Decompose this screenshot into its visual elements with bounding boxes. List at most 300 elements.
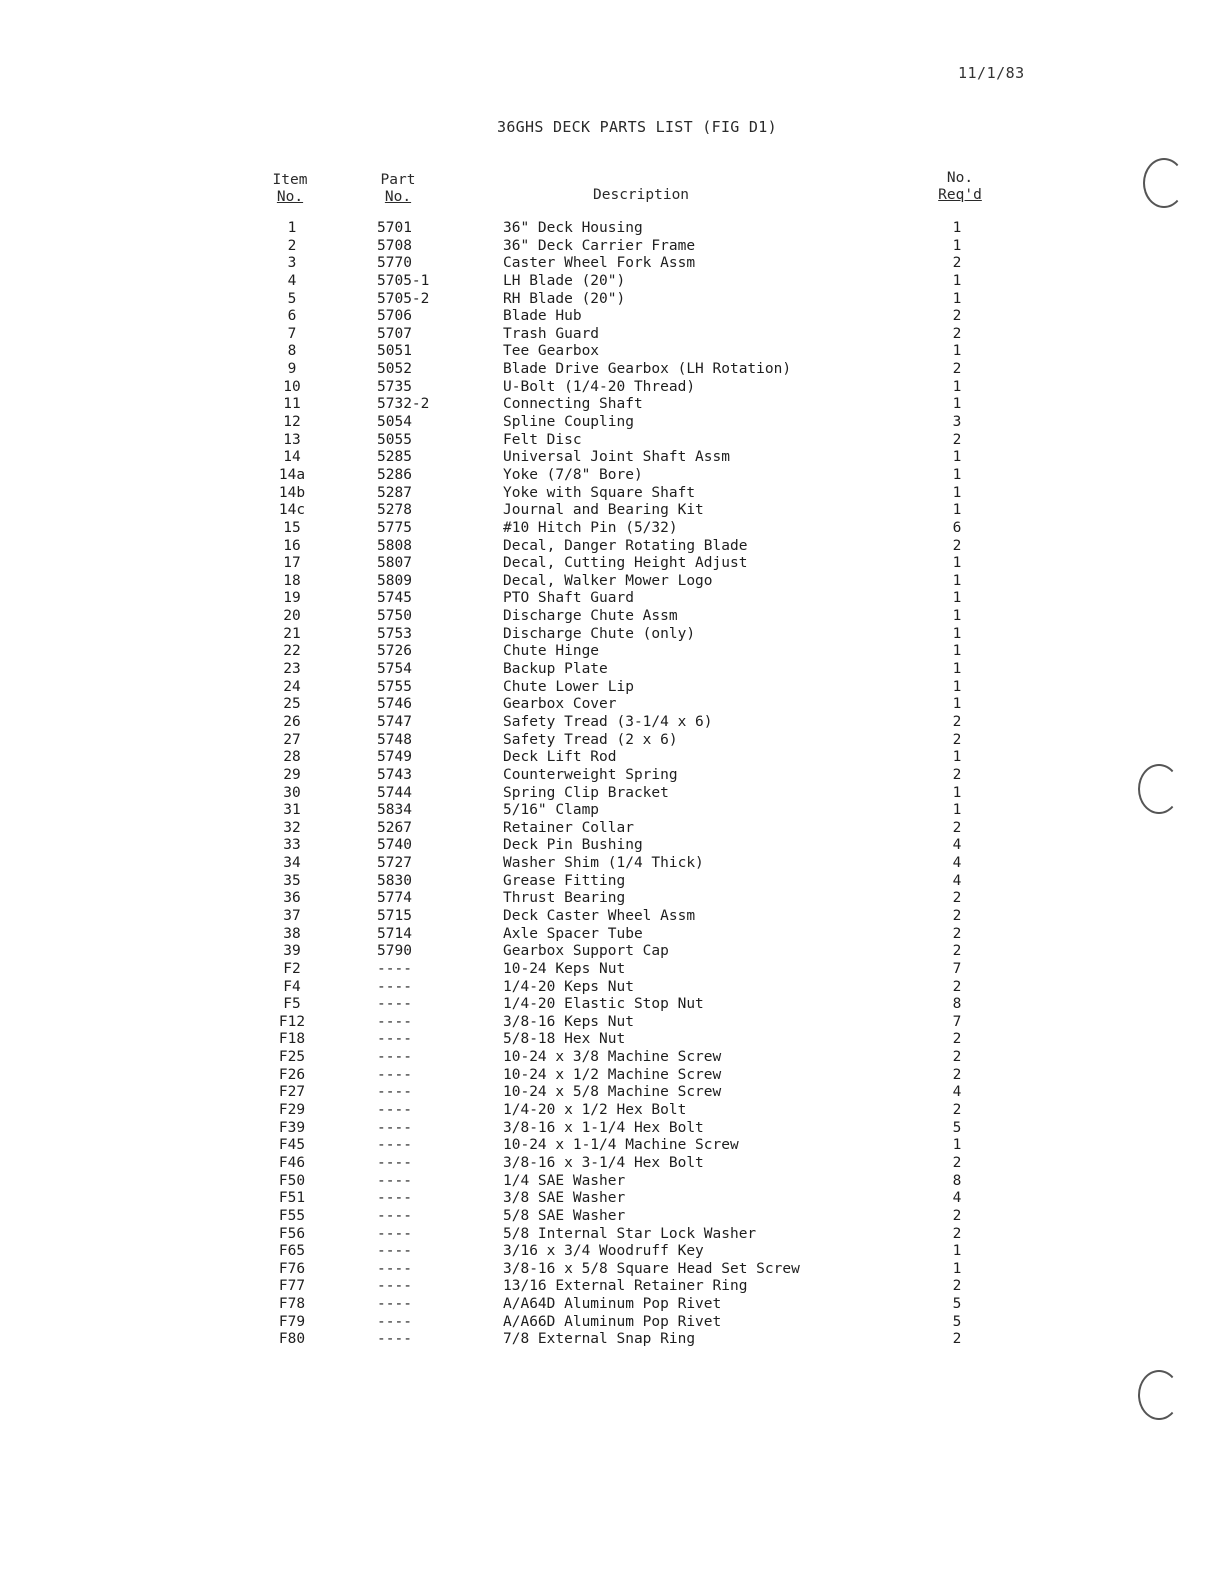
item-no: 1 bbox=[287, 220, 297, 236]
part-no: ---- bbox=[377, 978, 412, 995]
part-no: 5705-2 bbox=[377, 290, 430, 307]
item-no: 29 bbox=[283, 766, 301, 783]
part-no: 5054 bbox=[377, 414, 412, 431]
part-no: 5715 bbox=[377, 907, 412, 924]
table-row bbox=[0, 220, 1224, 238]
item-no: 28 bbox=[283, 749, 301, 766]
part-no: 5707 bbox=[377, 325, 412, 342]
part-no: ---- bbox=[377, 1260, 412, 1277]
table-row bbox=[0, 467, 1224, 485]
description: 3/8-16 x 1-1/4 Hex Bolt bbox=[503, 1119, 704, 1136]
part-no: 5740 bbox=[377, 837, 412, 854]
table-row bbox=[0, 1155, 1224, 1173]
header-item-no bbox=[270, 172, 310, 206]
part-no: 5726 bbox=[377, 643, 412, 660]
table-row bbox=[0, 979, 1224, 997]
item-no: 9 bbox=[287, 361, 297, 378]
part-no: 5287 bbox=[377, 484, 412, 501]
part-no: 5830 bbox=[377, 872, 412, 889]
table-row bbox=[0, 943, 1224, 961]
table-row bbox=[0, 449, 1224, 467]
item-no: 14a bbox=[278, 466, 306, 483]
qty-required: 2 bbox=[952, 713, 962, 730]
description: 3/8-16 x 5/8 Square Head Set Screw bbox=[503, 1260, 800, 1277]
description: 10-24 x 1-1/4 Machine Screw bbox=[503, 1137, 739, 1154]
description: Spline Coupling bbox=[503, 414, 634, 431]
qty-required: 7 bbox=[952, 960, 962, 977]
item-no: F78 bbox=[278, 1296, 306, 1313]
description: 3/8-16 x 3-1/4 Hex Bolt bbox=[503, 1154, 704, 1171]
document-date: 11/1/83 bbox=[958, 64, 1025, 82]
part-no: 5809 bbox=[377, 572, 412, 589]
table-row bbox=[0, 749, 1224, 767]
table-row bbox=[0, 908, 1224, 926]
table-row bbox=[0, 238, 1224, 256]
table-row bbox=[0, 820, 1224, 838]
qty-required: 2 bbox=[952, 325, 962, 342]
description: A/A64D Aluminum Pop Rivet bbox=[503, 1296, 722, 1313]
item-no: F46 bbox=[278, 1154, 306, 1171]
item-no: 2 bbox=[287, 237, 297, 254]
item-no: F29 bbox=[278, 1102, 306, 1119]
description: 7/8 External Snap Ring bbox=[503, 1331, 696, 1348]
part-no: 5744 bbox=[377, 784, 412, 801]
part-no: 5753 bbox=[377, 625, 412, 642]
part-no: 5754 bbox=[377, 661, 412, 678]
table-row bbox=[0, 1226, 1224, 1244]
part-no: ---- bbox=[377, 1102, 412, 1119]
item-no: 8 bbox=[287, 343, 297, 360]
qty-required: 4 bbox=[952, 855, 962, 872]
part-no: ---- bbox=[377, 1296, 412, 1313]
part-no: 5770 bbox=[377, 255, 412, 272]
item-no: 20 bbox=[283, 608, 301, 625]
part-no: ---- bbox=[377, 1207, 412, 1224]
table-row bbox=[0, 1243, 1224, 1261]
table-row bbox=[0, 926, 1224, 944]
qty-required: 2 bbox=[952, 925, 962, 942]
description: Gearbox Support Cap bbox=[503, 943, 669, 960]
table-row bbox=[0, 1137, 1224, 1155]
description: Trash Guard bbox=[503, 325, 600, 342]
table-row bbox=[0, 626, 1224, 644]
table-row bbox=[0, 1084, 1224, 1102]
table-row bbox=[0, 643, 1224, 661]
qty-required: 1 bbox=[952, 784, 962, 801]
table-row bbox=[0, 1173, 1224, 1191]
item-no: 38 bbox=[283, 925, 301, 942]
part-no: 5750 bbox=[377, 608, 412, 625]
table-row bbox=[0, 308, 1224, 326]
table-row bbox=[0, 679, 1224, 697]
table-row bbox=[0, 573, 1224, 591]
part-no: 5055 bbox=[377, 431, 412, 448]
part-no: 5748 bbox=[377, 731, 412, 748]
table-row bbox=[0, 785, 1224, 803]
header-req-line2: Req'd bbox=[938, 187, 982, 203]
description: 5/8-18 Hex Nut bbox=[503, 1031, 626, 1048]
qty-required: 1 bbox=[952, 502, 962, 519]
description: Journal and Bearing Kit bbox=[503, 502, 704, 519]
description: 13/16 External Retainer Ring bbox=[503, 1278, 748, 1295]
description: Caster Wheel Fork Assm bbox=[503, 255, 696, 272]
description: Axle Spacer Tube bbox=[503, 925, 643, 942]
qty-required: 7 bbox=[952, 1013, 962, 1030]
item-no: 15 bbox=[283, 519, 301, 536]
table-row bbox=[0, 961, 1224, 979]
part-no: ---- bbox=[377, 1066, 412, 1083]
qty-required: 1 bbox=[952, 290, 962, 307]
table-row bbox=[0, 379, 1224, 397]
table-row bbox=[0, 661, 1224, 679]
header-item-line1: Item bbox=[272, 172, 308, 188]
part-no: ---- bbox=[377, 1278, 412, 1295]
item-no: F79 bbox=[278, 1313, 306, 1330]
table-row bbox=[0, 802, 1224, 820]
description: Decal, Walker Mower Logo bbox=[503, 572, 713, 589]
qty-required: 5 bbox=[952, 1296, 962, 1313]
table-row bbox=[0, 1067, 1224, 1085]
qty-required: 2 bbox=[952, 537, 962, 554]
item-no: F27 bbox=[278, 1084, 306, 1101]
description: Yoke with Square Shaft bbox=[503, 484, 696, 501]
table-row bbox=[0, 485, 1224, 503]
part-no: ---- bbox=[377, 1225, 412, 1242]
item-no: F26 bbox=[278, 1066, 306, 1083]
item-no: 26 bbox=[283, 713, 301, 730]
table-row bbox=[0, 414, 1224, 432]
qty-required: 2 bbox=[952, 1102, 962, 1119]
table-row bbox=[0, 873, 1224, 891]
qty-required: 1 bbox=[952, 466, 962, 483]
table-row bbox=[0, 502, 1224, 520]
part-no: 5706 bbox=[377, 308, 412, 325]
table-row bbox=[0, 291, 1224, 309]
item-no: F76 bbox=[278, 1260, 306, 1277]
part-no: 5732-2 bbox=[377, 396, 430, 413]
table-row bbox=[0, 837, 1224, 855]
qty-required: 4 bbox=[952, 1190, 962, 1207]
header-item-line2: No. bbox=[276, 189, 304, 205]
description: LH Blade (20") bbox=[503, 272, 626, 289]
part-no: 5743 bbox=[377, 766, 412, 783]
description: 3/8-16 Keps Nut bbox=[503, 1013, 634, 1030]
qty-required: 1 bbox=[952, 696, 962, 713]
item-no: 6 bbox=[287, 308, 297, 325]
table-row bbox=[0, 1102, 1224, 1120]
part-no: 5790 bbox=[377, 943, 412, 960]
qty-required: 1 bbox=[952, 661, 962, 678]
item-no: F65 bbox=[278, 1243, 306, 1260]
item-no: 11 bbox=[283, 396, 301, 413]
qty-required: 3 bbox=[952, 414, 962, 431]
item-no: 25 bbox=[283, 696, 301, 713]
qty-required: 5 bbox=[952, 1119, 962, 1136]
qty-required: 2 bbox=[952, 1049, 962, 1066]
qty-required: 5 bbox=[952, 1313, 962, 1330]
description: PTO Shaft Guard bbox=[503, 590, 634, 607]
table-row bbox=[0, 855, 1224, 873]
item-no: F4 bbox=[283, 978, 301, 995]
description: Deck Pin Bushing bbox=[503, 837, 643, 854]
page-title: 36GHS DECK PARTS LIST (FIG D1) bbox=[497, 118, 777, 136]
part-no: 5051 bbox=[377, 343, 412, 360]
part-no: ---- bbox=[377, 1119, 412, 1136]
item-no: 30 bbox=[283, 784, 301, 801]
item-no: 19 bbox=[283, 590, 301, 607]
part-no: ---- bbox=[377, 1084, 412, 1101]
description: Grease Fitting bbox=[503, 872, 626, 889]
qty-required: 1 bbox=[952, 572, 962, 589]
qty-required: 1 bbox=[952, 237, 962, 254]
part-no: ---- bbox=[377, 996, 412, 1013]
table-row bbox=[0, 1296, 1224, 1314]
qty-required: 1 bbox=[952, 555, 962, 572]
header-part-no bbox=[378, 172, 418, 206]
qty-required: 8 bbox=[952, 996, 962, 1013]
item-no: 7 bbox=[287, 325, 297, 342]
qty-required: 1 bbox=[952, 343, 962, 360]
description: 3/8 SAE Washer bbox=[503, 1190, 626, 1207]
item-no: 35 bbox=[283, 872, 301, 889]
part-no: ---- bbox=[377, 960, 412, 977]
description: 10-24 x 3/8 Machine Screw bbox=[503, 1049, 722, 1066]
item-no: F18 bbox=[278, 1031, 306, 1048]
description: #10 Hitch Pin (5/32) bbox=[503, 519, 678, 536]
description: Gearbox Cover bbox=[503, 696, 617, 713]
item-no: 24 bbox=[283, 678, 301, 695]
description: Chute Lower Lip bbox=[503, 678, 634, 695]
description: Safety Tread (3-1/4 x 6) bbox=[503, 713, 713, 730]
part-no: 5775 bbox=[377, 519, 412, 536]
table-row bbox=[0, 520, 1224, 538]
qty-required: 1 bbox=[952, 590, 962, 607]
part-no: 5708 bbox=[377, 237, 412, 254]
part-no: ---- bbox=[377, 1172, 412, 1189]
qty-required: 1 bbox=[952, 608, 962, 625]
table-row bbox=[0, 343, 1224, 361]
description: Universal Joint Shaft Assm bbox=[503, 449, 730, 466]
binder-hole-middle bbox=[1138, 764, 1180, 814]
description: 36" Deck Carrier Frame bbox=[503, 237, 696, 254]
part-no: 5052 bbox=[377, 361, 412, 378]
table-row bbox=[0, 396, 1224, 414]
part-no: 5735 bbox=[377, 378, 412, 395]
description: 1/4-20 Elastic Stop Nut bbox=[503, 996, 704, 1013]
description: 3/16 x 3/4 Woodruff Key bbox=[503, 1243, 704, 1260]
table-row bbox=[0, 1049, 1224, 1067]
item-no: 21 bbox=[283, 625, 301, 642]
header-part-line1: Part bbox=[380, 172, 416, 188]
description: Safety Tread (2 x 6) bbox=[503, 731, 678, 748]
part-no: 5745 bbox=[377, 590, 412, 607]
table-row bbox=[0, 326, 1224, 344]
description: Retainer Collar bbox=[503, 819, 634, 836]
part-no: 5755 bbox=[377, 678, 412, 695]
table-row bbox=[0, 767, 1224, 785]
qty-required: 4 bbox=[952, 1084, 962, 1101]
description: Blade Drive Gearbox (LH Rotation) bbox=[503, 361, 792, 378]
qty-required: 2 bbox=[952, 1031, 962, 1048]
qty-required: 1 bbox=[952, 802, 962, 819]
item-no: 14b bbox=[278, 484, 306, 501]
part-no: 5267 bbox=[377, 819, 412, 836]
part-no: 5278 bbox=[377, 502, 412, 519]
qty-required: 8 bbox=[952, 1172, 962, 1189]
item-no: 31 bbox=[283, 802, 301, 819]
description: Blade Hub bbox=[503, 308, 582, 325]
table-row bbox=[0, 890, 1224, 908]
item-no: 27 bbox=[283, 731, 301, 748]
qty-required: 2 bbox=[952, 308, 962, 325]
qty-required: 1 bbox=[952, 1137, 962, 1154]
table-row bbox=[0, 1031, 1224, 1049]
description: Discharge Chute Assm bbox=[503, 608, 678, 625]
qty-required: 2 bbox=[952, 1331, 962, 1348]
table-row bbox=[0, 1331, 1224, 1349]
item-no: 14 bbox=[283, 449, 301, 466]
description: Decal, Cutting Height Adjust bbox=[503, 555, 748, 572]
part-no: ---- bbox=[377, 1031, 412, 1048]
item-no: F12 bbox=[278, 1013, 306, 1030]
item-no: 22 bbox=[283, 643, 301, 660]
description: 10-24 x 5/8 Machine Screw bbox=[503, 1084, 722, 1101]
qty-required: 2 bbox=[952, 890, 962, 907]
qty-required: 2 bbox=[952, 978, 962, 995]
part-no: ---- bbox=[377, 1190, 412, 1207]
table-row bbox=[0, 1261, 1224, 1279]
part-no: 5808 bbox=[377, 537, 412, 554]
binder-hole-top bbox=[1143, 158, 1185, 208]
item-no: F80 bbox=[278, 1331, 306, 1348]
description: Counterweight Spring bbox=[503, 766, 678, 783]
header-description: Description bbox=[593, 187, 690, 203]
table-row bbox=[0, 1014, 1224, 1032]
item-no: 13 bbox=[283, 431, 301, 448]
qty-required: 4 bbox=[952, 872, 962, 889]
description: Yoke (7/8" Bore) bbox=[503, 466, 643, 483]
header-no-required bbox=[936, 170, 984, 204]
table-row bbox=[0, 714, 1224, 732]
item-no: F51 bbox=[278, 1190, 306, 1207]
item-no: F25 bbox=[278, 1049, 306, 1066]
qty-required: 1 bbox=[952, 678, 962, 695]
item-no: 39 bbox=[283, 943, 301, 960]
description: Backup Plate bbox=[503, 661, 608, 678]
description: Discharge Chute (only) bbox=[503, 625, 696, 642]
description: Thrust Bearing bbox=[503, 890, 626, 907]
qty-required: 2 bbox=[952, 766, 962, 783]
part-no: 5727 bbox=[377, 855, 412, 872]
part-no: ---- bbox=[377, 1137, 412, 1154]
description: Deck Lift Rod bbox=[503, 749, 617, 766]
part-no: ---- bbox=[377, 1313, 412, 1330]
qty-required: 6 bbox=[952, 519, 962, 536]
table-row bbox=[0, 1278, 1224, 1296]
part-no: 5834 bbox=[377, 802, 412, 819]
part-no: 5807 bbox=[377, 555, 412, 572]
qty-required: 2 bbox=[952, 907, 962, 924]
description: Felt Disc bbox=[503, 431, 582, 448]
qty-required: 2 bbox=[952, 819, 962, 836]
item-no: 33 bbox=[283, 837, 301, 854]
part-no: 5749 bbox=[377, 749, 412, 766]
item-no: F2 bbox=[283, 960, 301, 977]
item-no: 16 bbox=[283, 537, 301, 554]
item-no: 36 bbox=[283, 890, 301, 907]
description: RH Blade (20") bbox=[503, 290, 626, 307]
item-no: F55 bbox=[278, 1207, 306, 1224]
part-no: 5774 bbox=[377, 890, 412, 907]
item-no: F56 bbox=[278, 1225, 306, 1242]
description: Connecting Shaft bbox=[503, 396, 643, 413]
item-no: F45 bbox=[278, 1137, 306, 1154]
qty-required: 1 bbox=[952, 220, 962, 236]
item-no: 3 bbox=[287, 255, 297, 272]
description: U-Bolt (1/4-20 Thread) bbox=[503, 378, 696, 395]
part-no: ---- bbox=[377, 1331, 412, 1348]
table-row bbox=[0, 608, 1224, 626]
part-no: 5286 bbox=[377, 466, 412, 483]
part-no: 5747 bbox=[377, 713, 412, 730]
table-row bbox=[0, 555, 1224, 573]
item-no: 14c bbox=[278, 502, 306, 519]
description: Decal, Danger Rotating Blade bbox=[503, 537, 748, 554]
item-no: 12 bbox=[283, 414, 301, 431]
qty-required: 1 bbox=[952, 449, 962, 466]
qty-required: 1 bbox=[952, 643, 962, 660]
description: 10-24 x 1/2 Machine Screw bbox=[503, 1066, 722, 1083]
description: Chute Hinge bbox=[503, 643, 600, 660]
qty-required: 1 bbox=[952, 272, 962, 289]
qty-required: 4 bbox=[952, 837, 962, 854]
binder-hole-bottom bbox=[1138, 1370, 1180, 1420]
item-no: 37 bbox=[283, 907, 301, 924]
part-no: ---- bbox=[377, 1013, 412, 1030]
table-row bbox=[0, 1190, 1224, 1208]
header-req-line1: No. bbox=[946, 170, 974, 186]
table-row bbox=[0, 1120, 1224, 1138]
item-no: 32 bbox=[283, 819, 301, 836]
qty-required: 1 bbox=[952, 396, 962, 413]
table-row bbox=[0, 538, 1224, 556]
qty-required: 1 bbox=[952, 484, 962, 501]
item-no: F39 bbox=[278, 1119, 306, 1136]
qty-required: 1 bbox=[952, 749, 962, 766]
table-row bbox=[0, 696, 1224, 714]
description: 5/8 Internal Star Lock Washer bbox=[503, 1225, 757, 1242]
part-no: 5746 bbox=[377, 696, 412, 713]
item-no: 10 bbox=[283, 378, 301, 395]
table-row bbox=[0, 996, 1224, 1014]
qty-required: 2 bbox=[952, 431, 962, 448]
item-no: 17 bbox=[283, 555, 301, 572]
description: Tee Gearbox bbox=[503, 343, 600, 360]
qty-required: 1 bbox=[952, 625, 962, 642]
parts-table bbox=[0, 220, 1224, 1349]
description: Deck Caster Wheel Assm bbox=[503, 907, 696, 924]
description: Spring Clip Bracket bbox=[503, 784, 669, 801]
description: 36" Deck Housing bbox=[503, 220, 643, 236]
qty-required: 2 bbox=[952, 943, 962, 960]
description: 1/4-20 x 1/2 Hex Bolt bbox=[503, 1102, 687, 1119]
header-part-line2: No. bbox=[384, 189, 412, 205]
qty-required: 2 bbox=[952, 1278, 962, 1295]
qty-required: 2 bbox=[952, 731, 962, 748]
part-no: ---- bbox=[377, 1243, 412, 1260]
table-row bbox=[0, 273, 1224, 291]
item-no: 34 bbox=[283, 855, 301, 872]
